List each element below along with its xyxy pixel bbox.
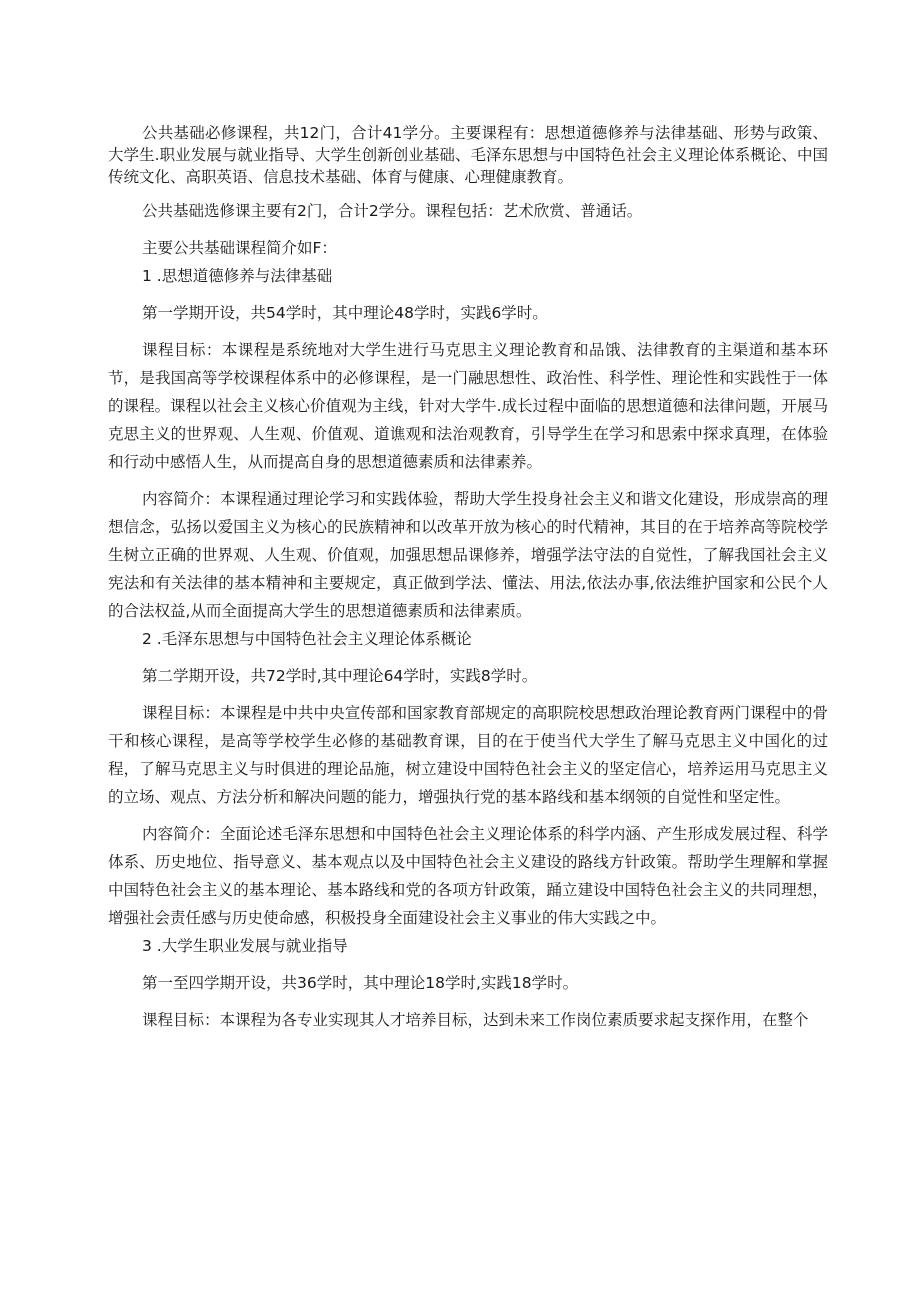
course-heading-3: 3 .大学生职业发展与就业指导: [142, 937, 348, 955]
course-heading-1: 1 .思想道德修养与法律基础: [142, 267, 333, 285]
course-heading-2: 2 .毛泽东思想与中国特色社会主义理论体系概论: [142, 630, 472, 648]
course-1-content: 内容简介：本课程通过理论学习和实践体验，帮助大学生投身社会主义和谐文化建设，形成崇高的理想信念，弘扬以爱国主义为核心的民族精神和以改革开放为核心的时代精神，其目的在于培养高等院校学生树立正确的世界观、人生观、价值观，加强思想品课修养，增强学法守法的自觉性，了解我国社会主义宪法和有关法律的基本精神和主要规定，真正做到学法、懂法、用法,依法办事,依法维护国家和公民个人的合法权益,从而全面提高大学生的思想道德素质和法律素质。: [108, 490, 828, 620]
paragraph-required-courses: 公共基础必修课程，共12门，合计41学分。主要课程有：思想道德修养与法律基础、形势与政策、大学生.职业发展与就业指导、大学生创新创业基础、毛泽东思想与中国特色社会主义理论体系概论、中国传统文化、高职英语、信息技术基础、体育与健康、心理健康教育。: [108, 124, 828, 186]
course-2-content: 内容简介：全面论述毛泽东思想和中国特色社会主义理论体系的科学内涵、产生形成发展过程、科学体系、历史地位、指导意义、基本观点以及中国特色社会主义建设的路线方针政策。帮助学生理解和掌握中国特色社会主义的基本理论、基本路线和党的各项方针政策，踊立建设中国特色社会主义的共同理想，增强社会责任感与历史使命感，积极投身全面建设社会主义事业的伟大实践之中。: [108, 825, 828, 927]
course-1-goals: 课程目标：本课程是系统地对大学生进行马克思主义理论教育和品饿、法律教育的主渠道和基本环节，是我国高等学校课程体系中的必修课程，是一门融思想性、政治性、科学性、理论性和实践性于一体的课程。课程以社会主义核心价值观为主线，针对大学牛.成长过程中面临的思想道德和法律问题，开展马克思主义的世界观、人生观、价值观、道谯观和法治观教育，引导学生在学习和思索中探求真理，在体验和行动中感悟人生，从而提高自身的思想道德素质和法律素养。: [108, 341, 828, 471]
course-3-goals: 课程目标：本课程为各专业实现其人才培养目标，达到未来工作岗位素质要求起支探作用，在整个: [142, 1011, 809, 1029]
paragraph-intro-heading: 主要公共基础课程简介如F：: [142, 239, 337, 257]
course-3-schedule: 第一至四学期开设，共36学时，其中理论18学时,实践18学时。: [142, 974, 579, 992]
paragraph-elective-courses: 公共基础选修课主要有2门，合计2学分。课程包括：艺术欣赏、普通话。: [142, 202, 643, 220]
document-page: [108, 122, 828, 1034]
course-2-goals: 课程目标：本课程是中共中央宣传部和国家教育部规定的高职院校思想政治理论教育两门课程中的骨干和核心课程，是高等学校学生必修的基础教育课，目的在于使当代大学生了解马克思主义中国化的过程，了解马克思主义与时俱进的理论品施，树立建设中国特色社会主义的坚定信心，培养运用马克思主义的立场、观点、方法分析和解决问题的能力，增强执行党的基本路线和基本纲领的自觉性和坚定性。: [108, 704, 828, 806]
course-2-schedule: 第二学期开设，共72学时,其中理论64学时，实践8学时。: [142, 667, 538, 685]
course-1-schedule: 第一学期开设，共54学时，其中理论48学时，实践6学时。: [142, 304, 548, 322]
